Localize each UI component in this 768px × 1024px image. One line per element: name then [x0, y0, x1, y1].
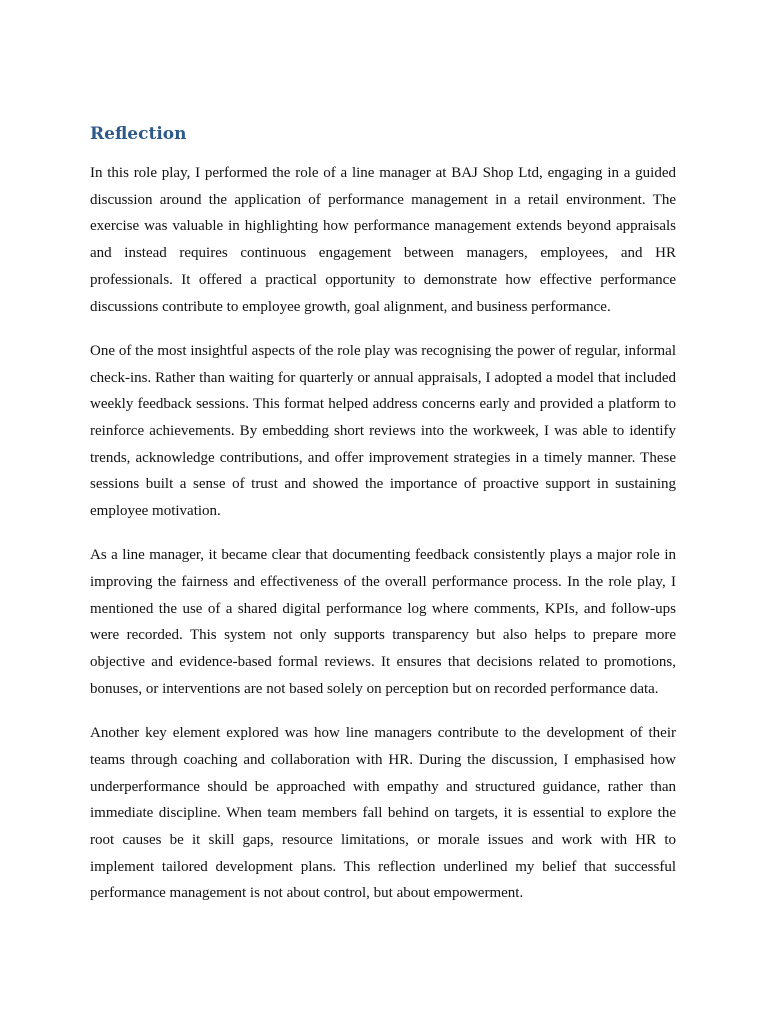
paragraph-4: Another key element explored was how line managers contribute to the development of their teams through coaching and collaboration with HR. During the discussion, I emphasised how underperformance should be approached with empathy and structured guidance, rather than immediate discipline. When team members fall behind on targets, it is essential to explore the root causes be it skill gaps, resource limitations, or morale issues and work with HR to implement tailored development plans. This reflection underlined my belief that successful performance management is not about control, but about empowerment. [90, 725, 676, 902]
paragraph-1: In this role play, I performed the role of a line manager at BAJ Shop Ltd, engaging in a guided discussion around the application of performance management in a retail environment. The exercise was valuable in highlighting how performance management extends beyond appraisals and instead requires continuous engagement between managers, employees, and HR professionals. It offered a practical opportunity to demonstrate how effective performance discussions contribute to employee growth, goal alignment, and business performance. [90, 165, 676, 315]
document-body [90, 122, 676, 925]
paragraph-2: One of the most insightful aspects of the role play was recognising the power of regular, informal check-ins. Rather than waiting for quarterly or annual appraisals, I adopted a model that included weekly feedback sessions. This format helped address concerns early and provided a platform to reinforce achievements. By embedding short reviews into the workweek, I was able to identify trends, acknowledge contributions, and offer improvement strategies in a timely manner. These sessions built a sense of trust and showed the importance of proactive support in sustaining employee motivation. [90, 342, 676, 520]
paragraph-3: As a line manager, it became clear that documenting feedback consistently plays a major role in improving the fairness and effectiveness of the overall performance process. In the role play, I mentioned the use of a shared digital performance log where comments, KPIs, and follow-ups were recorded. This system not only supports transparency but also helps to prepare more objective and evidence-based formal reviews. It ensures that decisions related to promotions, bonuses, or interventions are not based solely on perception but on recorded performance data. [90, 547, 676, 697]
section-heading: Reflection [90, 124, 187, 144]
